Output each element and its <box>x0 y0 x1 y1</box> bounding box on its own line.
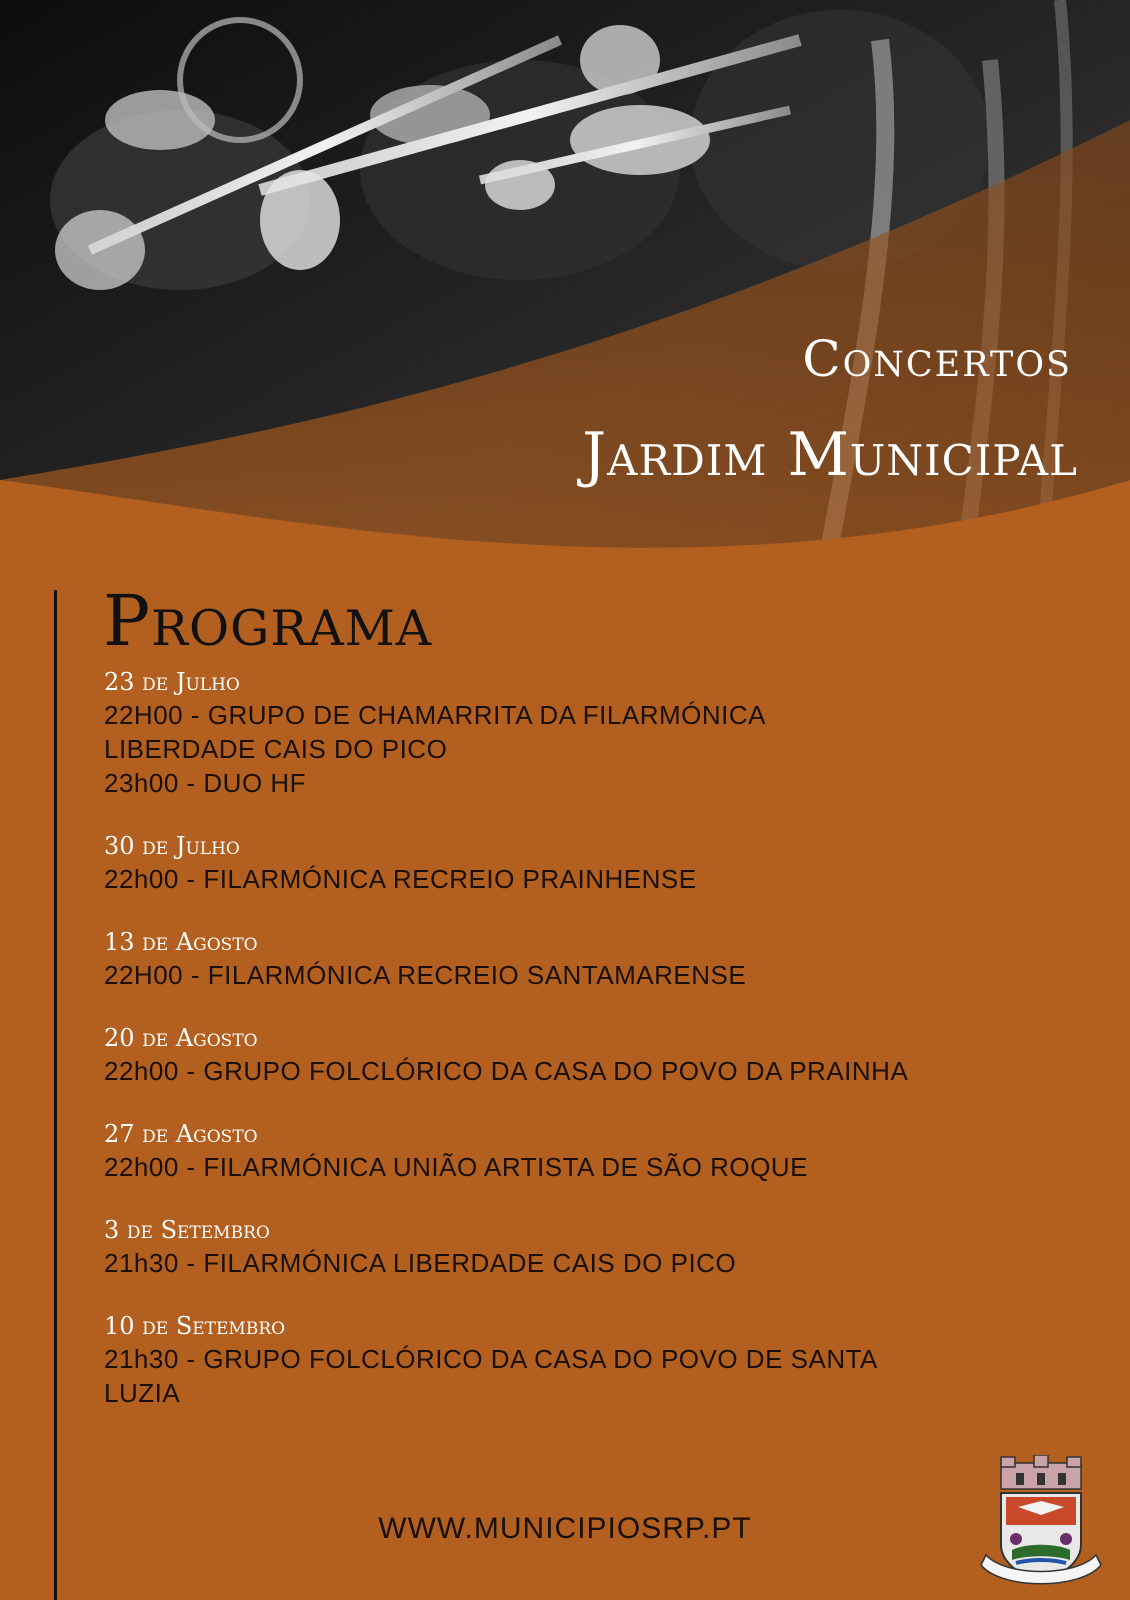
website-link[interactable]: WWW.MUNICIPIOSRP.PT <box>378 1512 752 1545</box>
event-item: 22h00 - GRUPO FOLCLÓRICO DA CASA DO POVO DA PRAINHA <box>104 1056 909 1086</box>
event-10-setembro <box>104 1310 1104 1410</box>
event-item: 22H00 - FILARMÓNICA RECREIO SANTAMARENSE <box>104 960 747 990</box>
event-27-agosto <box>104 1118 1104 1184</box>
event-item: 23h00 - DUO HF <box>104 768 307 798</box>
event-date: 3 de Setembro <box>104 1216 270 1244</box>
event-item: 22h00 - FILARMÓNICA UNIÃO ARTISTA DE SÃO ROQUE <box>104 1152 809 1182</box>
event-20-agosto <box>104 1022 1104 1088</box>
event-date: 27 de Agosto <box>104 1120 258 1148</box>
title-jardim-municipal: Jardim Municipal <box>582 420 1078 490</box>
event-item: 22h00 - FILARMÓNICA RECREIO PRAINHENSE <box>104 864 697 894</box>
event-item: 22H00 - GRUPO DE CHAMARRITA DA FILARMÓNICA <box>104 700 766 730</box>
event-date: 20 de Agosto <box>104 1024 258 1052</box>
event-30-julho <box>104 830 1104 896</box>
event-date: 23 de Julho <box>104 668 240 696</box>
event-item: LIBERDADE CAIS DO PICO <box>104 734 448 764</box>
vertical-rule <box>54 590 57 1600</box>
event-13-agosto <box>104 926 1104 992</box>
event-item: 21h30 - FILARMÓNICA LIBERDADE CAIS DO PICO <box>104 1248 737 1278</box>
event-date: 10 de Setembro <box>104 1312 286 1340</box>
event-3-setembro <box>104 1214 1104 1280</box>
municipal-crest-icon <box>976 1455 1106 1595</box>
orchestra-photo <box>0 0 1130 600</box>
event-date: 30 de Julho <box>104 832 240 860</box>
title-concertos: Concertos <box>802 330 1072 388</box>
event-item: 21h30 - GRUPO FOLCLÓRICO DA CASA DO POVO DE SANTA <box>104 1344 878 1374</box>
event-item: LUZIA <box>104 1378 181 1408</box>
event-date: 13 de Agosto <box>104 928 258 956</box>
programa-heading: Programa <box>103 580 433 662</box>
event-23-julho <box>104 666 1104 800</box>
schedule-list <box>104 666 1104 1440</box>
